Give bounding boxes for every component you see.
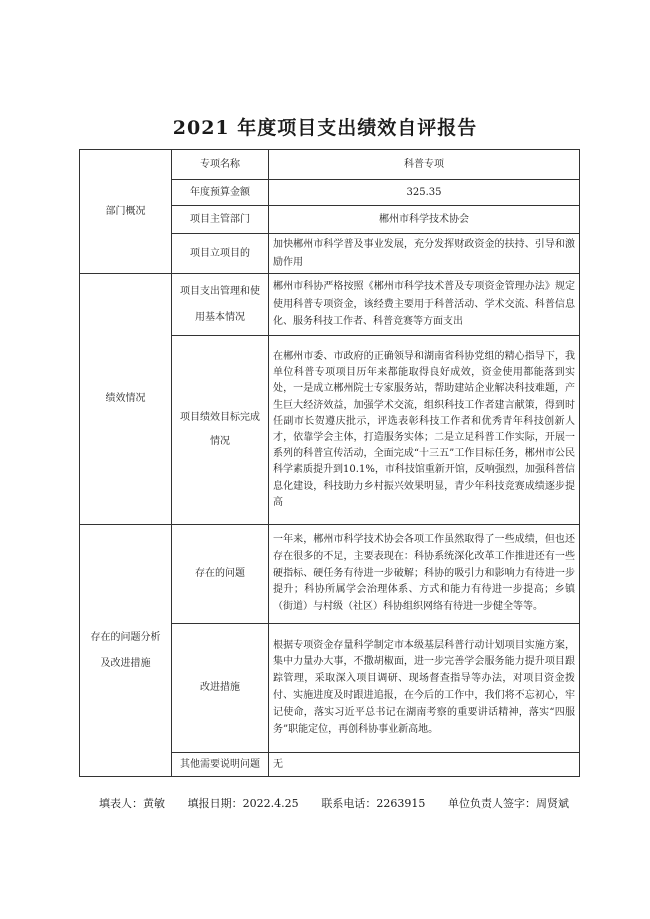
row-management xyxy=(80,274,580,336)
report-table xyxy=(79,149,580,777)
goals-label: 项目绩效目标完成情况 xyxy=(172,336,269,525)
purpose-value: 加快郴州市科学普及事业发展，充分发挥财政资金的扶持、引导和激励作用 xyxy=(269,234,580,274)
project-name-label: 专项名称 xyxy=(172,150,269,180)
budget-value: 325.35 xyxy=(269,180,580,206)
project-name-value: 科普专项 xyxy=(269,150,580,180)
row-problems xyxy=(80,525,580,624)
measures-label: 改进措施 xyxy=(172,624,269,753)
section-dept-overview: 部门概况 xyxy=(80,150,172,274)
management-value: 郴州市科协严格按照《郴州市科学技术普及专项资金管理办法》规定使用科普专项资金，该经费主要用于科普活动、学术交流、科普信息化、服务科技工作者、科普竞赛等方面支出 xyxy=(269,274,580,336)
unit-head-signature: 单位负责人签字：周贤斌 xyxy=(448,797,569,810)
purpose-label: 项目立项目的 xyxy=(172,234,269,274)
footer xyxy=(99,795,569,811)
filler-name: 填表人：黄敏 xyxy=(99,797,165,810)
dept-value: 郴州市科学技术协会 xyxy=(269,206,580,234)
problems-value: 一年来，郴州市科学技术协会各项工作虽然取得了一些成绩，但也还存在很多的不足，主要表现在：科协系统深化改革工作推进还有一些硬指标、硬任务有待进一步破解；科协的吸引力和影响力有待进一步提升；科协所属学会治理体系、方式和能力有待进一步提高；乡镇（街道）与村级（社区）科协组织网络有待进一步健全等等。 xyxy=(269,525,580,624)
other-label: 其他需要说明问题 xyxy=(172,753,269,777)
section-performance: 绩效情况 xyxy=(80,274,172,525)
goals-value: 在郴州市委、市政府的正确领导和湖南省科协党组的精心指导下，我单位科普专项项目历年来都能取得良好成效，资金使用都能落到实处，一是成立郴州院士专家服务站，帮助建站企业解决科技难题，产生巨大经济效益，加强学术交流，组织科技工作者建言献策，得到时任副市长贺遵庆批示，评选表彰科技工作者和优秀青年科技创新人才，依靠学会主体，打造服务实体；二是立足科普工作实际，开展一系列的科普宣传活动，全面完成“十三五”工作目标任务，郴州市公民科学素质提升到10.1%，市科技馆重新开馆，反响强烈，加强科普信息化建设，科技助力乡村振兴效果明显，青少年科技竞赛成绩逐步提高 xyxy=(269,336,580,525)
section-issues: 存在的问题分析及改进措施 xyxy=(80,525,172,777)
budget-label: 年度预算金额 xyxy=(172,180,269,206)
problems-label: 存在的问题 xyxy=(172,525,269,624)
fill-date: 填报日期：2022.4.25 xyxy=(187,797,299,810)
dept-label: 项目主管部门 xyxy=(172,206,269,234)
contact-phone: 联系电话：2263915 xyxy=(321,797,426,810)
row-project-name xyxy=(80,150,580,180)
report-title: 2021 年度项目支出绩效自评报告 xyxy=(172,117,478,139)
other-value: 无 xyxy=(269,753,580,777)
management-label: 项目支出管理和使用基本情况 xyxy=(172,274,269,336)
measures-value: 根据专项资金存量科学制定市本级基层科普行动计划项目实施方案，集中力量办大事，不撒胡椒面，进一步完善学会服务能力提升项目跟踪管理，采取深入项目调研、现场督查指导等办法，对项目资金拨付、实施进度及时跟进追报，在今后的工作中，我们将不忘初心，牢记使命，落实习近平总书记在湖南考察的重要讲话精神，落实“四服务”职能定位，再创科协事业新高地。 xyxy=(269,624,580,753)
